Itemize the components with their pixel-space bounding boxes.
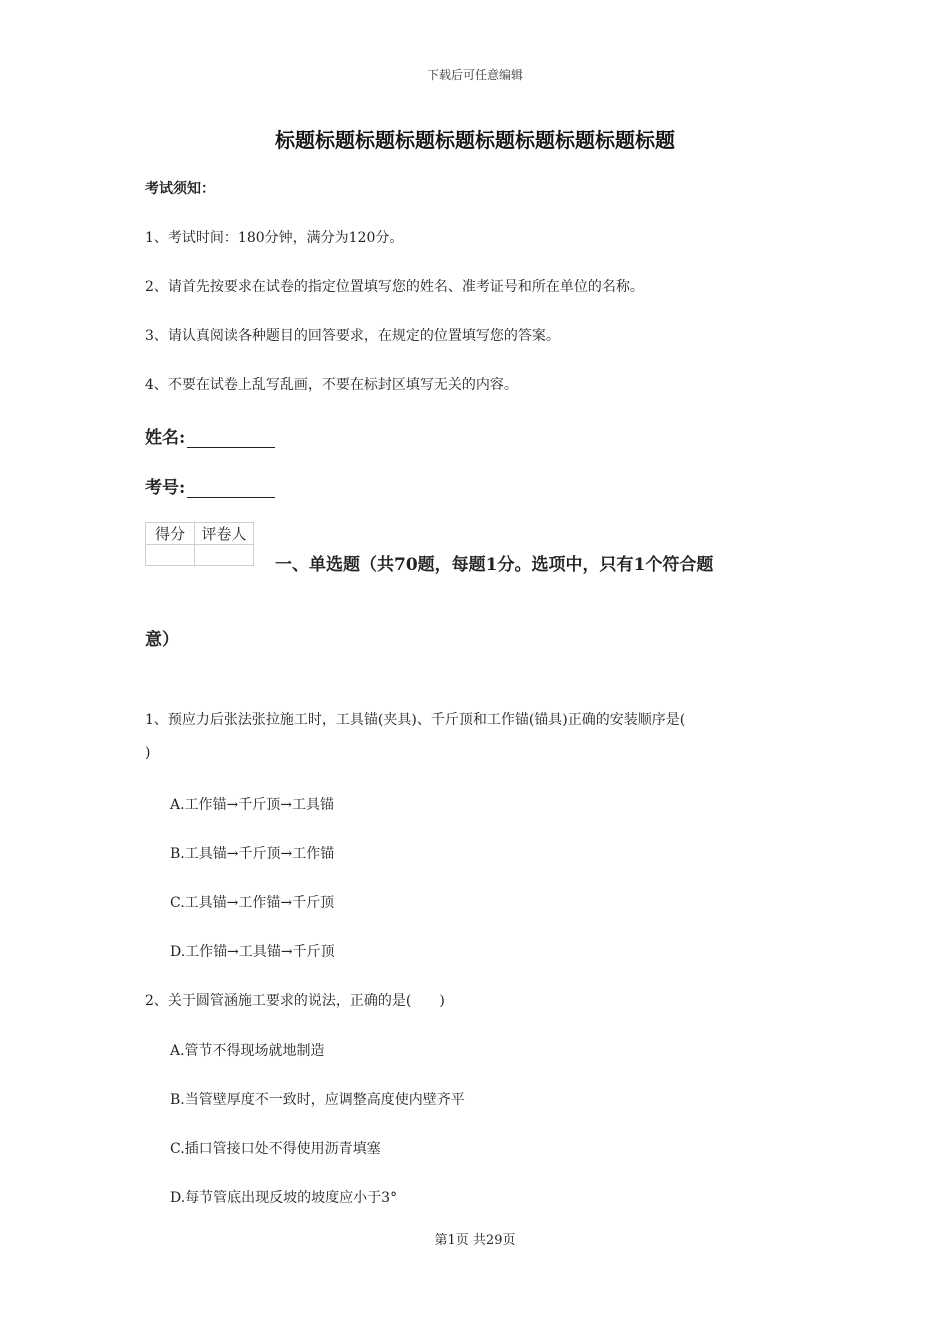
page-footer: 第1页 共29页	[434, 1233, 516, 1248]
question-text-continued: )	[145, 745, 151, 761]
exam-number-blank[interactable]	[187, 481, 275, 498]
question-text: 1、预应力后张法张拉施工时，工具锚(夹具)、千斤顶和工作锚(锚具)正确的安装顺序是(	[145, 712, 686, 728]
question-text: 2、关于圆管涵施工要求的说法，正确的是( )	[145, 993, 445, 1009]
answer-option[interactable]: C.插口管接口处不得使用沥青填塞	[170, 1141, 381, 1157]
notice-rule: 4、不要在试卷上乱写乱画，不要在标封区填写无关的内容。	[145, 377, 518, 393]
notice-heading: 考试须知：	[145, 181, 215, 197]
notice-rule: 3、请认真阅读各种题目的回答要求，在规定的位置填写您的答案。	[145, 328, 560, 344]
section-title-continued: 意）	[145, 630, 179, 650]
notice-rule: 2、请首先按要求在试卷的指定位置填写您的姓名、准考证号和所在单位的名称。	[145, 279, 644, 295]
section-title: 一、单选题（共70题，每题1分。选项中，只有1个符合题	[275, 555, 714, 575]
header-note: 下载后可任意编辑	[426, 68, 523, 82]
notice-rule: 1、考试时间：180分钟，满分为120分。	[145, 230, 404, 246]
score-cell[interactable]	[146, 545, 195, 566]
exam-number-label: 考号:	[145, 478, 186, 498]
score-header: 得分	[146, 523, 195, 545]
grader-cell[interactable]	[195, 545, 254, 566]
answer-option[interactable]: C.工具锚→工作锚→千斤顶	[170, 895, 335, 911]
name-label: 姓名:	[145, 428, 186, 448]
name-blank[interactable]	[187, 431, 275, 448]
score-table	[145, 522, 254, 566]
answer-option[interactable]: A.管节不得现场就地制造	[170, 1043, 325, 1059]
answer-option[interactable]: B.工具锚→千斤顶→工作锚	[170, 846, 335, 862]
answer-option[interactable]: B.当管壁厚度不一致时，应调整高度使内壁齐平	[170, 1092, 465, 1108]
answer-option[interactable]: D.每节管底出现反坡的坡度应小于3°	[170, 1190, 398, 1206]
document-title: 标题标题标题标题标题标题标题标题标题标题	[275, 128, 675, 152]
answer-option[interactable]: A.工作锚→千斤顶→工具锚	[170, 797, 335, 813]
answer-option[interactable]: D.工作锚→工具锚→千斤顶	[170, 944, 335, 960]
exam-number-field	[145, 473, 275, 498]
name-field	[145, 423, 275, 448]
grader-header: 评卷人	[195, 523, 254, 545]
